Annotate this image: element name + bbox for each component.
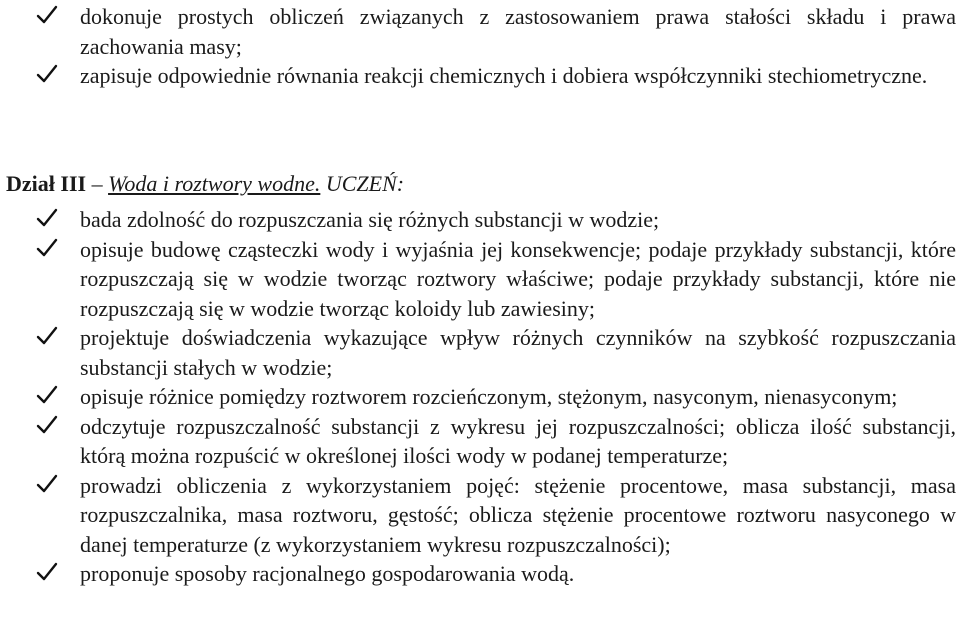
- list-item-text: dokonuje prostych obliczeń związanych z zastosowaniem prawa stałości składu i prawa zachowania masy;: [80, 4, 956, 59]
- list-item-text: prowadzi obliczenia z wykorzystaniem pojęć: stężenie procentowe, masa substancji, masa rozpuszczalnika, masa roztworu, gęstość; oblicza stężenie procentowe roztworu nasyconego w danej temperaturze (z wykorzystaniem wykresu rozpuszczalności);: [80, 472, 956, 557]
- list-item: [0, 205, 960, 235]
- list-item: [0, 559, 960, 589]
- section-number: Dział III: [6, 171, 87, 196]
- list-item: [0, 61, 960, 91]
- list-item-text: projektuje doświadczenia wykazujące wpływ różnych czynników na szybkość rozpuszczania substancji stałych w wodzie;: [80, 325, 956, 380]
- checkmark-icon: [36, 63, 58, 85]
- list-item-text: opisuje różnice pomiędzy roztworem rozcieńczonym, stężonym, nasyconym, nienasyconym;: [80, 384, 898, 409]
- list-item-text: proponuje sposoby racjonalnego gospodarowania wodą.: [80, 561, 575, 586]
- section-bullet-list: [0, 205, 960, 589]
- checkmark-icon: [36, 237, 58, 259]
- list-item-text: zapisuje odpowiednie równania reakcji chemicznych i dobiera współczynniki stechiometryczne.: [80, 63, 928, 88]
- checkmark-icon: [36, 414, 58, 436]
- list-item: [0, 412, 960, 471]
- checkmark-icon: [36, 325, 58, 347]
- list-item-text: opisuje budowę cząsteczki wody i wyjaśnia jej konsekwencje; podaje przykłady substancji, które rozpuszczają się w wodzie tworząc roztwory właściwe; podaje przykłady substancji, które nie rozpuszczają się w wodzie tworząc koloidy lub zawiesiny;: [80, 236, 956, 321]
- list-item: [0, 471, 960, 560]
- section-heading: [6, 169, 404, 199]
- list-item: [0, 323, 960, 382]
- list-item-text: bada zdolność do rozpuszczania się różnych substancji w wodzie;: [80, 207, 660, 232]
- list-item: [0, 235, 960, 324]
- top-bullet-list: [0, 2, 960, 91]
- checkmark-icon: [36, 561, 58, 583]
- checkmark-icon: [36, 473, 58, 495]
- list-item: [0, 382, 960, 412]
- checkmark-icon: [36, 207, 58, 229]
- list-item-text: odczytuje rozpuszczalność substancji z wykresu jej rozpuszczalności; oblicza ilość substancji, którą można rozpuścić w określonej ilości wody w podanej temperaturze;: [80, 413, 956, 468]
- checkmark-icon: [36, 384, 58, 406]
- checkmark-icon: [36, 4, 58, 26]
- section-audience: UCZEŃ:: [325, 171, 405, 196]
- section-dash: –: [91, 171, 103, 196]
- section-title: Woda i roztwory wodne.: [108, 171, 321, 196]
- list-item: [0, 2, 960, 61]
